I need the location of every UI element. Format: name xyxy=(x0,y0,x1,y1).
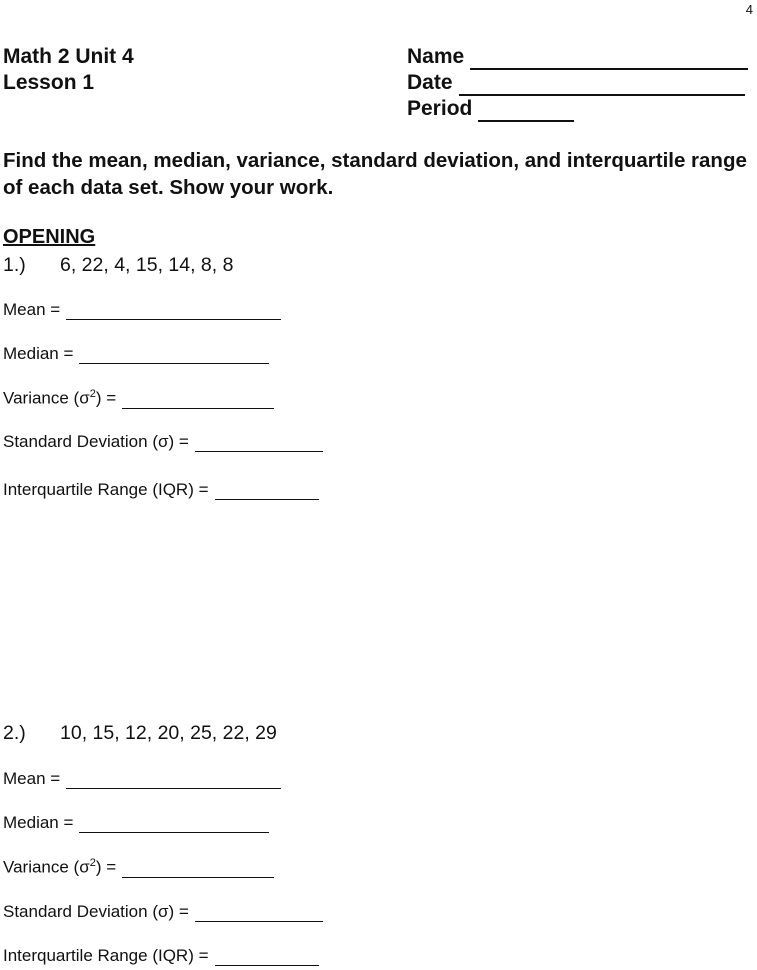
problem-number: 2.) xyxy=(3,722,26,744)
std-dev-answer-blank[interactable] xyxy=(195,437,323,452)
mean-label: Mean = xyxy=(3,300,61,319)
median-row xyxy=(3,813,269,833)
mean-label: Mean = xyxy=(3,769,61,788)
lesson-title: Lesson 1 xyxy=(3,71,95,94)
std-dev-row xyxy=(3,432,323,452)
section-heading: OPENING xyxy=(3,226,96,248)
variance-answer-blank[interactable] xyxy=(122,863,274,878)
median-answer-blank[interactable] xyxy=(79,349,269,364)
data-set: 10, 15, 12, 20, 25, 22, 29 xyxy=(60,722,277,744)
name-row xyxy=(407,44,748,70)
mean-answer-blank[interactable] xyxy=(66,305,281,320)
date-field[interactable] xyxy=(459,74,745,96)
std-dev-row xyxy=(3,902,323,922)
variance-label: Variance $(\sigma^2)$ = xyxy=(3,388,117,408)
iqr-row xyxy=(3,946,319,966)
problem-2 xyxy=(3,722,277,745)
median-label: Median = xyxy=(3,344,74,363)
period-row xyxy=(407,96,748,122)
median-answer-blank[interactable] xyxy=(79,818,269,833)
iqr-label: Interquartile Range (IQR) = xyxy=(3,480,209,499)
median-row xyxy=(3,344,269,364)
period-field[interactable] xyxy=(478,100,574,122)
problem-number: 1.) xyxy=(3,254,26,276)
mean-answer-blank[interactable] xyxy=(66,774,281,789)
instructions: Find the mean, median, variance, standard deviation, and interquartile range of each data set. Show your work. xyxy=(3,149,747,199)
median-label: Median = xyxy=(3,813,74,832)
name-field[interactable] xyxy=(470,48,748,70)
course-header xyxy=(3,44,134,96)
iqr-label: Interquartile Range (IQR) = xyxy=(3,946,209,965)
page-number: 4 xyxy=(745,2,753,17)
problem-1 xyxy=(3,254,233,277)
student-info xyxy=(407,44,748,122)
std-dev-label: Standard Deviation (σ) = xyxy=(3,902,189,921)
period-label: Period xyxy=(407,97,473,120)
mean-row xyxy=(3,769,281,789)
data-set: 6, 22, 4, 15, 14, 8, 8 xyxy=(60,254,234,276)
mean-row xyxy=(3,300,281,320)
variance-label: Variance $(\sigma^2)$ = xyxy=(3,857,117,877)
std-dev-label: Standard Deviation (σ) = xyxy=(3,432,189,451)
variance-row xyxy=(3,388,274,409)
date-label: Date xyxy=(407,71,453,94)
variance-row xyxy=(3,857,274,878)
course-title: Math 2 Unit 4 xyxy=(3,45,134,68)
date-row xyxy=(407,70,748,96)
name-label: Name xyxy=(407,45,465,68)
iqr-answer-blank[interactable] xyxy=(215,951,319,966)
variance-answer-blank[interactable] xyxy=(122,394,274,409)
iqr-answer-blank[interactable] xyxy=(215,485,319,500)
iqr-row xyxy=(3,480,319,500)
std-dev-answer-blank[interactable] xyxy=(195,907,323,922)
